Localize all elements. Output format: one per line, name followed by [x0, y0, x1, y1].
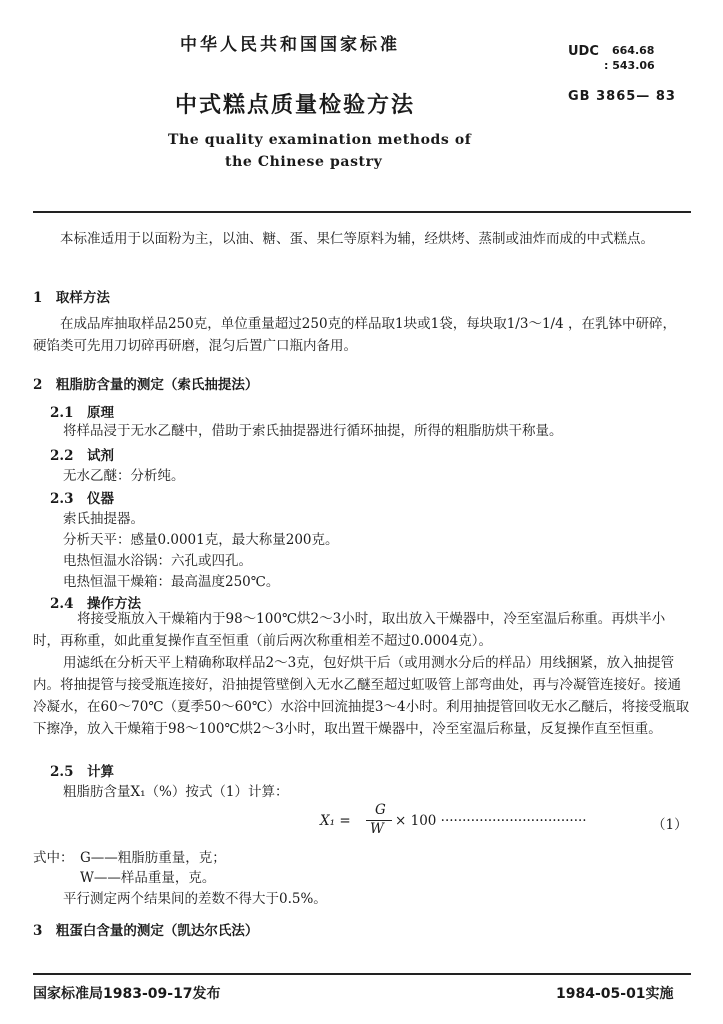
section-2-4-paragraph-1: 将接受瓶放入干燥箱内于98～100℃烘2～3小时，取出放入干燥器中，冷至室温后称重。再烘半小时，再称重，如此重复操作直至恒重（前后两次称重相差不超过0.0004克）。	[33, 611, 666, 649]
section-2-1-body: 将样品浸于无水乙醚中，借助于索氏抽提器进行循环抽提，所得的粗脂肪烘干称量。	[63, 423, 563, 439]
document-title-en-line1: The quality examination methods of	[168, 132, 472, 148]
formula-number: （1）	[652, 817, 688, 833]
section-3-heading: 3 粗蛋白含量的测定（凯达尔氏法）	[33, 923, 259, 939]
precision-note: 平行测定两个结果间的差数不得大于0.5%。	[63, 891, 327, 907]
section-2-4-paragraph-2: 用滤纸在分析天平上精确称取样品2～3克，包好烘干后（或用测水分后的样品）用线捆紧，放入抽提管内。将抽提管与接受瓶连接好，沿抽提管壁倒入无水乙醚至超过虹吸管上部弯曲处，再与冷凝管连接好。接通冷凝水，在60～70℃（夏季50～60℃）水浴中回流抽提3～4小时。利用抽提管回收无水乙醚后，将接受瓶取下擦净，放入干燥箱于98～100℃烘2～3小时，取出置干燥器中，冷至室温后称量，反复操作直至恒重。	[33, 655, 690, 737]
formula-multiplier: × 100 ··································	[395, 813, 587, 829]
section-1-heading: 1 取样方法	[33, 290, 110, 306]
effective-date: 1984-05-01实施	[556, 986, 674, 1002]
document-title-cn: 中式糕点质量检验方法	[175, 93, 416, 118]
where-g-definition: G——粗脂肪重量，克；	[80, 850, 226, 866]
section-2-1-heading: 2.1 原理	[50, 405, 114, 421]
section-2-3-heading: 2.3 仪器	[50, 491, 114, 507]
instrument-item: 分析天平：感量0.0001克，最大称量200克。	[63, 532, 339, 548]
formula-numerator: G	[375, 802, 386, 818]
udc-code-line1: 664.68	[612, 44, 655, 57]
national-standard-title: 中华人民共和国国家标准	[180, 35, 400, 55]
instrument-item: 电热恒温干燥箱：最高温度250℃。	[63, 574, 280, 590]
gb-code: GB 3865— 83	[568, 89, 676, 104]
header-divider	[33, 211, 691, 213]
instrument-item: 索氏抽提器。	[63, 511, 144, 527]
issued-date: 国家标准局1983-09-17发布	[33, 986, 221, 1002]
udc-label: UDC	[568, 44, 599, 59]
document-title-en-line2: the Chinese pastry	[225, 154, 383, 170]
section-2-4-heading: 2.4 操作方法	[50, 596, 141, 612]
formula-lhs: X₁ =	[320, 813, 351, 829]
intro-paragraph: 本标准适用于以面粉为主，以油、糖、蛋、果仁等原料为辅，经烘烤、蒸制或油炸而成的中式糕点。	[60, 231, 654, 247]
instrument-item: 电热恒温水浴锅：六孔或四孔。	[63, 553, 252, 569]
footer-divider	[33, 973, 691, 975]
where-label: 式中：	[33, 850, 74, 866]
section-2-heading: 2 粗脂肪含量的测定（索氏抽提法）	[33, 377, 259, 393]
where-w-definition: W——样品重量，克。	[80, 870, 216, 886]
formula-denominator: W	[370, 821, 384, 837]
calculation-intro: 粗脂肪含量X₁（%）按式（1）计算：	[63, 784, 289, 800]
section-2-2-body: 无水乙醚：分析纯。	[63, 468, 185, 484]
section-1-body: 在成品库抽取样品250克，单位重量超过250克的样品取1块或1袋，每块取1/3～1/4 ，在乳钵中研碎，硬馅类可先用刀切碎再研磨，混匀后置广口瓶内备用。	[33, 316, 676, 354]
section-2-5-heading: 2.5 计算	[50, 764, 114, 780]
udc-code-line2: : 543.06	[604, 59, 655, 72]
section-2-2-heading: 2.2 试剂	[50, 448, 114, 464]
